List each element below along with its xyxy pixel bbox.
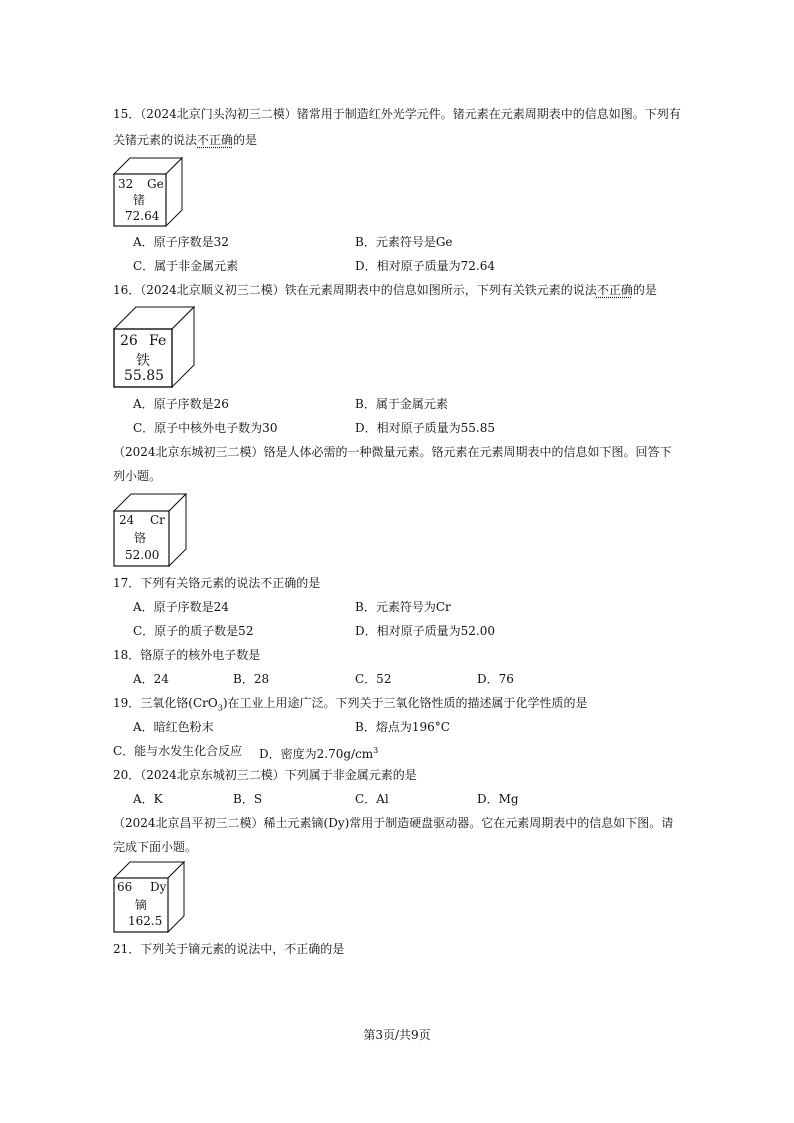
q15-atomic-mass: 72.64 — [125, 209, 160, 223]
cr-intro-line1: （2024北京东城初三二模）铬是人体必需的一种微量元素。铬元素在元素周期表中的信息如下图。回答下 — [113, 445, 672, 459]
q20-option-a: A．K — [133, 792, 163, 806]
q19-stem — [113, 695, 588, 716]
cr-atomic-number: 24 — [119, 513, 135, 527]
q17-option-c: C．原子的质子数是52 — [133, 624, 254, 638]
q16-atomic-mass: 55.85 — [124, 368, 165, 384]
q15-option-b: B．元素符号是Ge — [355, 235, 453, 249]
cr-element-symbol: Cr — [150, 513, 165, 527]
dy-intro-line1: （2024北京昌平初三二模）稀土元素镝(Dy)常用于制造硬盘驱动器。它在元素周期表中的信息如下图。请 — [113, 816, 674, 830]
q19-stem-post: )在工业上用途广泛。下列关于三氧化铬性质的描述属于化学性质的是 — [222, 696, 588, 710]
q17-option-a: A．原子序数是24 — [133, 600, 229, 614]
q19-option-a: A．暗红色粉末 — [133, 720, 214, 734]
q16-stem-post: 的是 — [632, 283, 657, 297]
q17-option-d: D．相对原子质量为52.00 — [355, 624, 495, 638]
q20-option-c: C．Al — [355, 792, 389, 806]
dy-element-symbol: Dy — [150, 880, 167, 894]
q19-option-c: C．能与水发生化合反应 — [113, 744, 243, 758]
cr-element-name: 铬 — [134, 531, 147, 545]
q19-option-d-text: D．密度为2.70g/cm — [259, 747, 374, 761]
q16-option-b: B．属于金属元素 — [355, 397, 448, 411]
q21-stem: 21．下列关于镝元素的说法中，不正确的是 — [113, 942, 345, 956]
q19-option-b: B．熔点为196°C — [355, 720, 450, 734]
q16-emphasis: 不正确 — [596, 283, 633, 297]
q18-option-b: B．28 — [233, 672, 270, 686]
q16-atomic-number: 26 — [120, 333, 138, 349]
q16-element-tile — [113, 306, 195, 388]
q15-option-d: D．相对原子质量为72.64 — [355, 259, 495, 273]
dy-intro-line2: 完成下面小题。 — [113, 840, 198, 854]
q16-stem — [113, 282, 657, 298]
q17-option-b: B．元素符号为Cr — [355, 600, 451, 614]
q15-stem-line1: 15．（2024北京门头沟初三二模）锗常用于制造红外光学元件。锗元素在元素周期表中的信息如图。下列有 — [113, 107, 681, 121]
q20-stem: 20．（2024北京东城初三二模）下列属于非金属元素的是 — [113, 768, 417, 782]
q19-option-d — [259, 743, 378, 762]
q15-stem-line2 — [113, 132, 257, 148]
q15-stem-pre: 关锗元素的说法 — [113, 133, 198, 147]
q15-emphasis: 不正确 — [197, 133, 234, 147]
q20-option-b: B．S — [233, 792, 263, 806]
cr-atomic-mass: 52.00 — [125, 548, 160, 562]
dy-atomic-number: 66 — [117, 880, 133, 894]
q19-subscript: 3 — [217, 703, 223, 713]
q17-stem: 17．下列有关铬元素的说法不正确的是 — [113, 576, 321, 590]
q16-option-c: C．原子中核外电子数为30 — [133, 421, 278, 435]
q20-option-d: D．Mg — [477, 792, 519, 806]
q15-option-c: C．属于非金属元素 — [133, 259, 239, 273]
dy-atomic-mass: 162.5 — [128, 914, 163, 928]
page-footer: 第3页/共9页 — [363, 1028, 431, 1042]
q18-stem: 18．铬原子的核外电子数是 — [113, 648, 261, 662]
dy-element-name: 镝 — [135, 898, 148, 912]
q18-option-d: D．76 — [477, 672, 514, 686]
q15-element-tile — [113, 157, 183, 227]
q19-stem-pre: 19．三氧化铬(CrO — [113, 696, 218, 710]
q18-option-c: C．52 — [355, 672, 392, 686]
cr-intro-line2: 列小题。 — [113, 469, 162, 483]
cr-element-tile — [113, 493, 187, 567]
q18-option-a: A．24 — [133, 672, 169, 686]
q15-element-name: 锗 — [133, 193, 146, 207]
q19-superscript: 3 — [373, 746, 379, 755]
q15-stem-post: 的是 — [233, 133, 258, 147]
q16-element-symbol: Fe — [149, 333, 167, 349]
q15-element-symbol: Ge — [147, 177, 164, 191]
q16-option-d: D．相对原子质量为55.85 — [355, 421, 495, 435]
q16-element-name: 铁 — [136, 353, 150, 369]
q16-stem-pre: 16．（2024北京顺义初三二模）铁在元素周期表中的信息如图所示，下列有关铁元素的说法 — [113, 283, 597, 297]
q16-option-a: A．原子序数是26 — [133, 397, 229, 411]
q15-option-a: A．原子序数是32 — [133, 235, 229, 249]
dy-element-tile — [113, 861, 185, 933]
q15-atomic-number: 32 — [118, 177, 134, 191]
